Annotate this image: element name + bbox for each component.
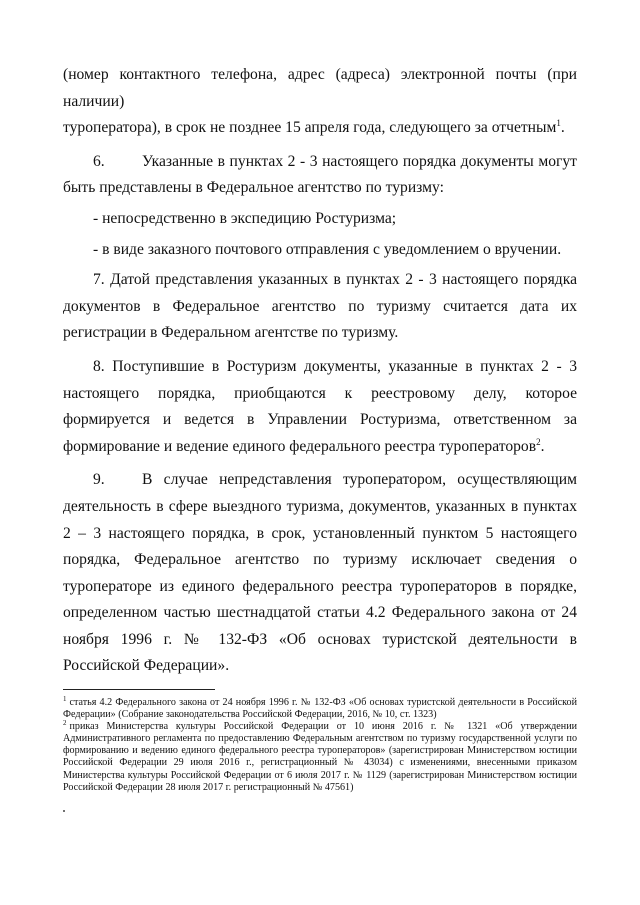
paragraph-6 <box>63 149 577 202</box>
paragraph-6-number: 6. <box>93 152 105 170</box>
paragraph-9-number: 9. <box>93 471 105 489</box>
paragraph-8: 8. Поступившие в Ростуризм документы, указанные в пунктах 2 - 3 настоящего порядка, приобщаются к реестровому делу, которое формируется и ведется в Управлении Ростуризма, ответственном за формирование и ведение единого федерального реестра туроператоров$^2$. <box>63 357 577 455</box>
footnote-2-text: приказ Министерства культуры Российской Федерации от 10 июня 2016 г. № 1321 «Об утверждении Административного регламента по предоставлению Федеральным агентством по туризму государственной услуги по формированию и ведению единого федерального реестра туроператоров» (зарегистрирован Министерством юстиции Российской Федерации 29 июля 2016 г., регистрационный № 43034) с изменениями, внесенными приказом Министерства культуры Российской Федерации от 6 июля 2017 г. № 1129 (зарегистрирован Министерством юстиции Российской Федерации 28 июля 2017 г. регистрационный № 47561) <box>63 721 577 793</box>
document-body <box>63 62 577 680</box>
footnote-separator <box>63 689 215 690</box>
footnote-2 <box>63 718 577 794</box>
paragraph-9 <box>63 467 577 680</box>
footnote-1-text: статья 4.2 Федерального закона от 24 ноября 1996 г. № 132-ФЗ «Об основах туристской деятельности в Российской Федерации» (Собрание законодательства Российской Федерации, 2016, № 10, ст. 1323) <box>63 697 577 721</box>
footnote-ref-2[interactable]: 2 <box>536 436 541 447</box>
list-item-2: - в виде заказного почтового отправления с уведомлением о вручении. <box>93 240 562 258</box>
footnote-1-mark: 1 <box>63 694 67 703</box>
footnote-1 <box>63 694 577 721</box>
paragraph-8-text: 8. Поступившие в Ростуризм документы, указанные в пунктах 2 - 3 настоящего порядка, приобщаются к реестровому делу, которое формируется и ведется в Управлении Ростуризма, ответственном за формирование и ведение единого федерального реестра туроператоров <box>63 357 577 455</box>
paragraph-6-text: Указанные в пунктах 2 - 3 настоящего порядка документы могут быть представлены в Федеральное агентство по туризму: <box>63 152 577 197</box>
continuation-line-2: туроператора), в срок не позднее 15 апреля года, следующего за отчетным$^1$. <box>63 118 565 137</box>
footnote-ref-1[interactable]: 1 <box>556 118 561 128</box>
list-item-1: - непосредственно в экспедицию Ростуризма; <box>93 209 397 227</box>
paragraph-7: 7. Датой представления указанных в пунктах 2 - 3 настоящего порядка документов в Федеральное агентство по туризму считается дата их регистрации в Федеральном агентстве по туризму. <box>63 271 577 342</box>
paragraph-continuation <box>63 62 577 142</box>
scan-speck <box>63 810 65 812</box>
paragraph-9-text: В случае непредставления туроператором, осуществляющим деятельность в сфере выездного туризма, документов, указанных в пунктах 2 – 3 настоящего порядка, в срок, установленный пунктом 5 настоящего порядка, Федеральное агентство по туризму исключает сведения о туроператоре из единого федерального реестра туроператоров в порядке, определенном частью шестнадцатой статьи 4.2 Федерального закона от 24 ноября 1996 г. № 132-ФЗ «Об основах туристской деятельности в Российской Федерации». <box>63 471 577 675</box>
footnote-2-mark: 2 <box>63 718 67 727</box>
continuation-line-1: (номер контактного телефона, адрес (адреса) электронной почты (при наличии) <box>63 66 577 110</box>
footnotes <box>63 694 577 794</box>
